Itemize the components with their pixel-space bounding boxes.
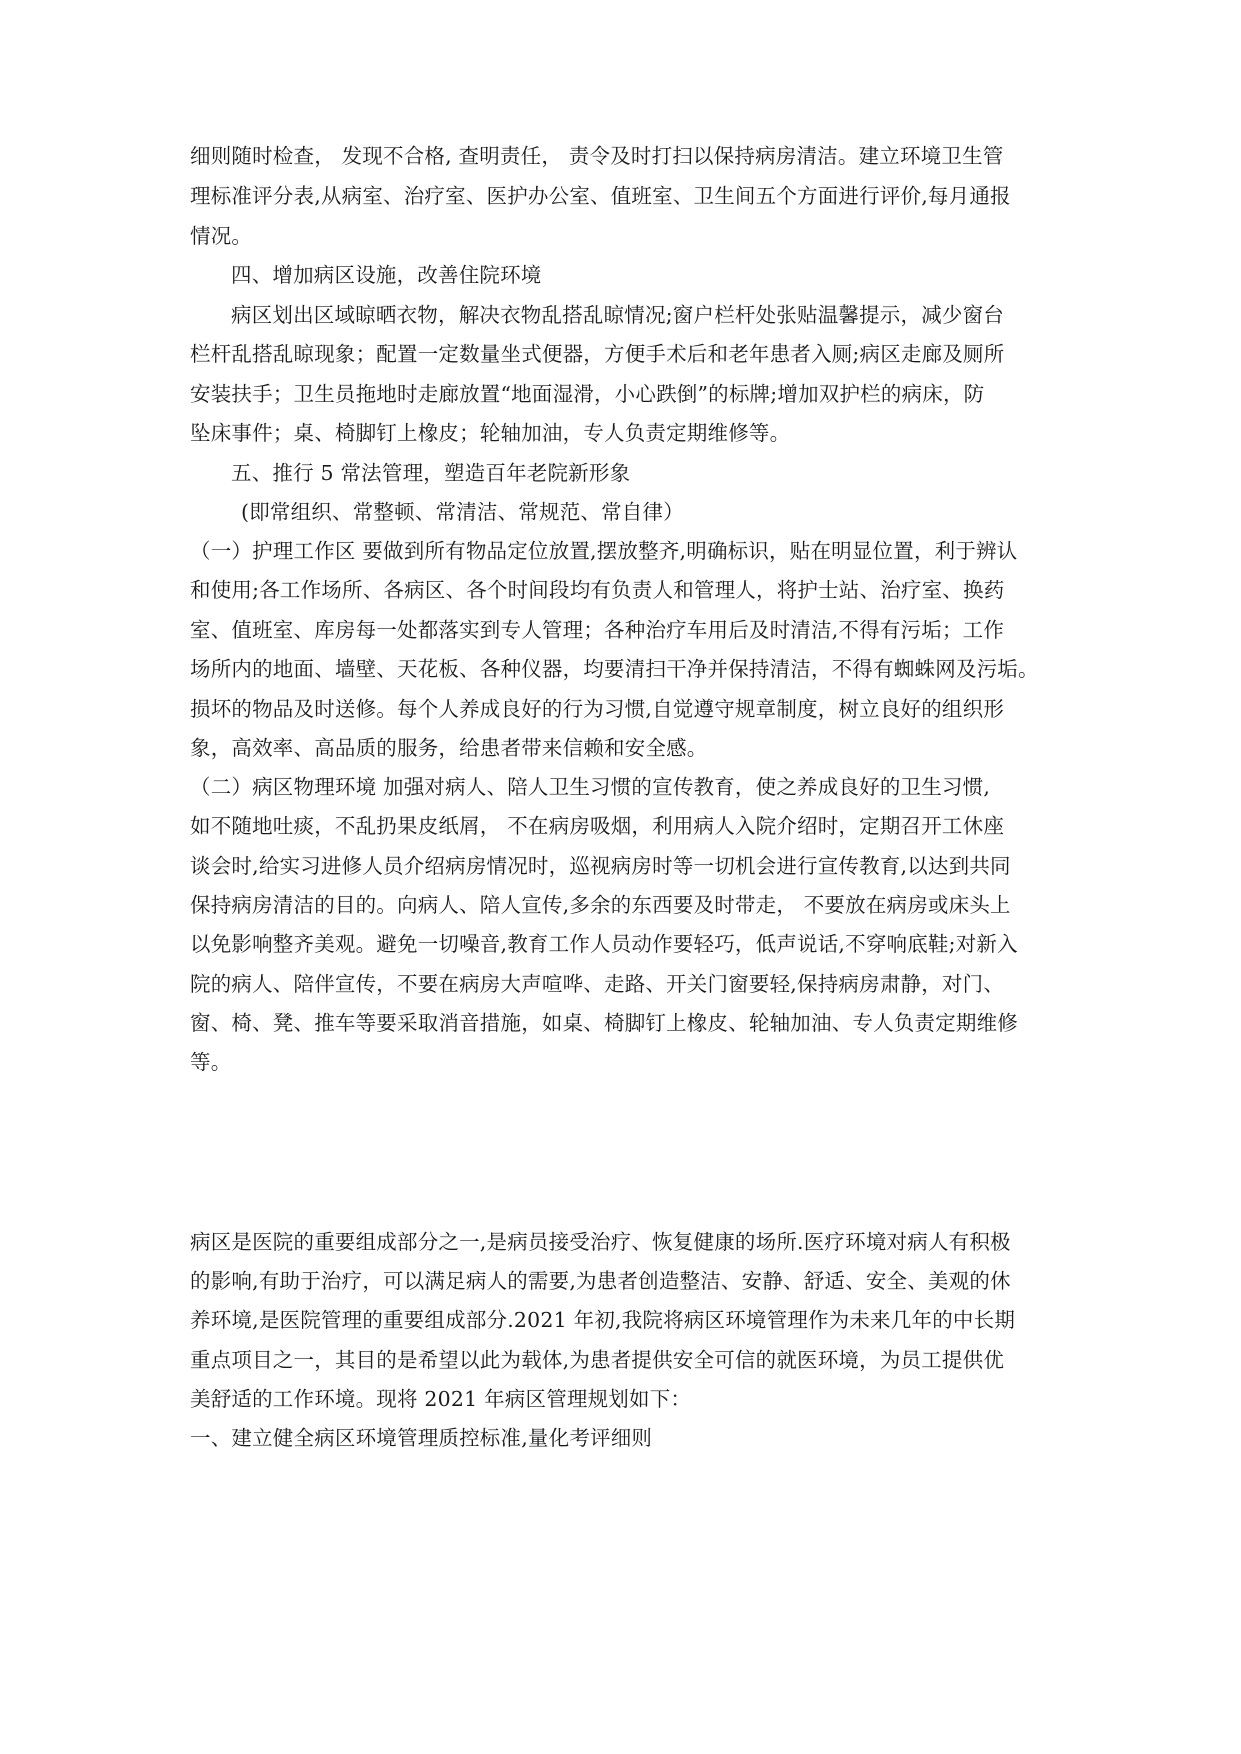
text-line: 的影响,有助于治疗，可以满足病人的需要,为患者创造整洁、安静、舒适、安全、美观的休 [190,1269,1011,1293]
text-line: 室、值班室、库房每一处都落实到专人管理；各种治疗车用后及时清洁,不得有污垢；工作 [190,618,1005,642]
text-line: 栏杆乱搭乱晾现象；配置一定数量坐式便器，方便手术后和老年患者入厕;病区走廊及厕所 [190,342,1005,366]
text-line: 重点项目之一，其目的是希望以此为载体,为患者提供安全可信的就医环境，为员工提供优 [190,1348,1005,1372]
text-line: (即常组织、常整顿、常清洁、常规范、常自律） [241,500,684,524]
intro-line: 病区是医院的重要组成部分之一,是病员接受治疗、恢复健康的场所.医疗环境对病人有积极 [190,1230,1011,1254]
text-line: 窗、椅、凳、推车等要采取消音措施，如桌、椅脚钉上橡皮、轮轴加油、专人负责定期维修 [190,1011,1018,1035]
text-line: 细则随时检查， 发现不合格, 查明责任， 责令及时打扫以保持病房清洁。建立环境卫生管 [190,144,1004,168]
text-line: 保持病房清洁的目的。向病人、陪人宣传,多余的东西要及时带走， 不要放在病房或床头上 [190,893,1011,917]
text-line: 美舒适的工作环境。现将 2021 年病区管理规划如下： [190,1387,692,1411]
subsection-1-line: （一）护理工作区 要做到所有物品定位放置,摆放整齐,明确标识，贴在明显位置，利于辨认 [190,539,1018,563]
text-line: 象，高效率、高品质的服务，给患者带来信赖和安全感。 [190,736,708,760]
text-line: 院的病人、陪伴宣传，不要在病房大声喧哗、走路、开关门窗要轻,保持病房肃静，对门、 [190,972,1005,996]
text-line: 如不随地吐痰，不乱扔果皮纸屑， 不在病房吸烟，利用病人入院介绍时，定期召开工休座 [190,814,1005,838]
text-line: 和使用;各工作场所、各病区、各个时间段均有负责人和管理人，将护士站、治疗室、换药 [190,578,1005,602]
text-line: 养环境,是医院管理的重要组成部分.2021 年初,我院将病区环境管理作为未来几年的中长期 [190,1308,1016,1332]
section-heading-4: 四、增加病区设施，改善住院环境 [231,263,542,287]
text-line: 坠床事件；桌、椅脚钉上橡皮；轮轴加油，专人负责定期维修等。 [190,421,791,445]
text-line: 等。 [190,1050,232,1074]
subsection-2-line: （二）病区物理环境 加强对病人、陪人卫生习惯的宣传教育，使之养成良好的卫生习惯, [190,775,991,799]
text-line: 以免影响整齐美观。避免一切噪音,教育工作人员动作要轻巧，低声说话,不穿响底鞋;对新入 [190,932,1018,956]
section-heading-5: 五、推行 5 常法管理，塑造百年老院新形象 [231,461,631,485]
text-line: 谈会时,给实习进修人员介绍病房情况时，巡视病房时等一切机会进行宣传教育,以达到共同 [190,854,1011,878]
text-line: 病区划出区域晾晒衣物，解决衣物乱搭乱晾情况;窗户栏杆处张贴温馨提示，减少窗台 [231,303,1005,327]
text-line: 损坏的物品及时送修。每个人养成良好的行为习惯,自觉遵守规章制度，树立良好的组织形 [190,697,1005,721]
text-line: 理标准评分表,从病室、治疗室、医护办公室、值班室、卫生间五个方面进行评价,每月通报 [190,184,1011,208]
text-line: 场所内的地面、墙壁、天花板、各种仪器，均要清扫干净并保持清洁，不得有蜘蛛网及污垢。 [190,657,1039,681]
text-line: 一、建立健全病区环境管理质控标准,量化考评细则 [190,1426,653,1450]
text-line: 安装扶手；卫生员拖地时走廊放置“地面湿滑，小心跌倒”的标牌;增加双护栏的病床，防 [190,382,985,406]
text-line: 情况。 [190,224,253,248]
